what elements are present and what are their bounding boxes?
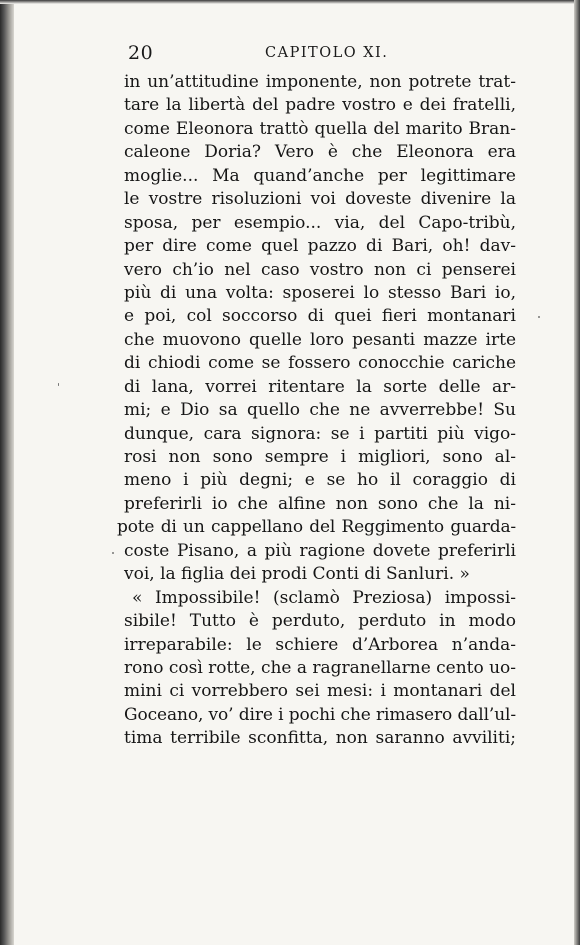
text-line: di lana, vorrei ritentare la sorte delle ar- xyxy=(124,376,516,397)
text-line: le vostre risoluzioni voi doveste divenire la xyxy=(124,189,516,210)
text-line: moglie... Ma quand’anche per legittimare xyxy=(124,165,516,186)
text-line: per dire come quel pazzo di Bari, oh! dav- xyxy=(124,236,516,257)
text-line: irreparabile: le schiere d’Arborea n’anda- xyxy=(124,634,516,655)
text-line: sibile! Tutto è perduto, perduto in modo xyxy=(124,611,516,632)
text-line: più di una volta: sposerei lo stesso Bari io, xyxy=(124,282,516,303)
text-line: vero ch’io nel caso vostro non ci penserei xyxy=(124,259,516,280)
page-header xyxy=(128,42,528,66)
text-line: caleone Doria? Vero è che Eleonora era xyxy=(124,142,516,163)
text-line: sposa, per esempio... via, del Capo-tribù, xyxy=(124,212,516,233)
body-text xyxy=(117,71,516,751)
text-line: preferirli io che alfine non sono che la ni- xyxy=(124,493,516,514)
page-binding-shadow xyxy=(0,0,14,945)
text-line: dunque, cara signora: se i partiti più vigo- xyxy=(124,423,516,444)
text-line: tare la libertà del padre vostro e dei fratelli, xyxy=(124,95,516,116)
text-line: che muovono quelle loro pesanti mazze irte xyxy=(124,329,516,350)
text-line: Goceano, vo’ dire i pochi che rimasero dall’ul- xyxy=(124,704,516,725)
page-number: 20 xyxy=(128,42,154,64)
text-line: rosi non sono sempre i migliori, sono al- xyxy=(124,447,516,467)
running-title: CAPITOLO XI. xyxy=(265,45,389,61)
text-line: mi; e Dio sa quello che ne avverrebbe! Su xyxy=(124,400,516,421)
text-line: come Eleonora trattò quella del marito Bran- xyxy=(124,118,516,139)
text-line: e poi, col soccorso di quei fieri montanari xyxy=(124,306,516,327)
text-line: meno i più degni; e se ho il coraggio di xyxy=(124,470,516,491)
paper-speck xyxy=(112,552,114,554)
text-line: tima terribile sconfitta, non saranno avviliti; xyxy=(124,728,516,749)
paper-speck xyxy=(538,316,540,318)
page-right-edge xyxy=(574,0,580,945)
text-line: pote di un cappellano del Reggimento guarda- xyxy=(117,517,516,538)
text-line: rono così rotte, che a ragranellarne cento uo- xyxy=(124,657,516,678)
text-line: di chiodi come se fossero conocchie cariche xyxy=(124,353,516,374)
text-line: « Impossibile! (sclamò Preziosa) impossi- xyxy=(132,587,516,608)
text-line: coste Pisano, a più ragione dovete preferirli xyxy=(124,540,516,561)
text-line: mini ci vorrebbero sei mesi: i montanari del xyxy=(124,681,516,702)
text-line: voi, la figlia dei prodi Conti di Sanluri. » xyxy=(124,564,470,585)
paper-speck xyxy=(58,383,59,386)
page-top-edge xyxy=(0,0,580,4)
text-line: in un’attitudine imponente, non potrete trat- xyxy=(124,72,516,92)
